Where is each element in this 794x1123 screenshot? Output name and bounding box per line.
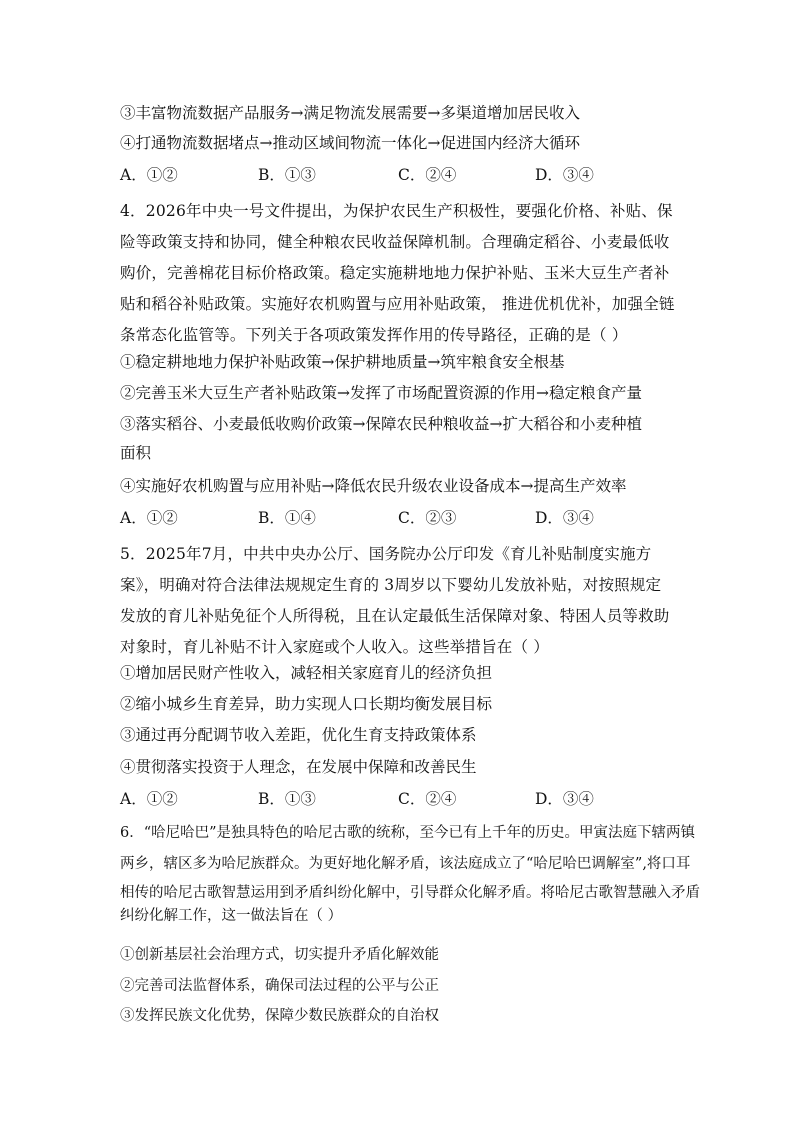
q4-item-4: ④实施好农机购置与应用补贴→降低农民升级农业设备成本→提高生产效率: [120, 477, 627, 495]
q4-stem-line-3: 购价，完善棉花目标价格政策。稳定实施耕地地力保护补贴、玉米大豆生产者补: [120, 264, 670, 282]
q6-stem-line-2: 两乡，辖区多为哈尼族群众。为更好地化解矛盾，该法庭成立了“哈尼哈巴调解室”,将口耳: [120, 856, 691, 872]
q5-stem-line-1: 5．2025年7月，中共中央办公厅、国务院办公厅印发《育儿补贴制度实施方: [120, 545, 652, 563]
q4-stem-line-4: 贴和稻谷补贴政策。实施好农机购置与应用补贴政策， 推进优机优补，加强全链: [120, 295, 675, 313]
q5-item-1: ①增加居民财产性收入，减轻相关家庭育儿的经济负担: [120, 664, 493, 682]
q5-option-c: C．②④: [398, 790, 457, 808]
q6-item-1: ①创新基层社会治理方式，切实提升矛盾化解效能: [120, 947, 439, 963]
q5-option-b: B．①③: [258, 790, 316, 808]
q5-stem-line-3: 发放的育儿补贴免征个人所得税，且在认定最低生活保障对象、特困人员等救助: [120, 607, 670, 625]
q3-option-b: B．①③: [258, 166, 316, 184]
q4-option-c: C．②③: [398, 509, 457, 527]
q4-stem-line-2: 险等政策支持和协同，健全种粮农民收益保障机制。合理确定稻谷、小麦最低收: [120, 233, 670, 251]
q4-item-2: ②完善玉米大豆生产者补贴政策→发挥了市场配置资源的作用→稳定粮食产量: [120, 384, 642, 402]
q6-stem-line-3: 相传的哈尼古歌智慧运用到矛盾纠纷化解中，引导群众化解矛盾。将哈尼古歌智慧融入矛盾: [120, 885, 700, 901]
q6-item-3: ③发挥民族文化优势，保障少数民族群众的自治权: [120, 1008, 439, 1024]
q5-item-2: ②缩小城乡生育差异，助力实现人口长期均衡发展目标: [120, 695, 493, 713]
q6-stem-line-1: 6．“哈尼哈巴”是独具特色的哈尼古歌的统称，至今已有上千年的历史。甲寅法庭下辖两镇: [120, 825, 696, 841]
q3-option-a: A．①②: [120, 166, 178, 184]
q4-stem-line-1: 4．2026年中央一号文件提出，为保护农民生产积极性，要强化价格、补贴、保: [120, 202, 673, 220]
q6-item-2: ②完善司法监督体系，确保司法过程的公平与公正: [120, 978, 439, 994]
q4-option-b: B．①④: [258, 509, 316, 527]
q4-item-1: ①稳定耕地地力保护补贴政策→保护耕地质量→筑牢粮食安全根基: [120, 353, 565, 371]
q5-stem-line-2: 案》，明确对符合法律法规规定生育的 3周岁以下婴幼儿发放补贴，对按照规定: [120, 576, 662, 594]
q4-option-d: D．③④: [535, 509, 594, 527]
q6-stem-line-4: 纠纷化解工作，这一做法旨在（ ）: [120, 908, 343, 924]
q5-item-4: ④贯彻落实投资于人理念，在发展中保障和改善民生: [120, 758, 477, 776]
q3-item-3: ③丰富物流数据产品服务→满足物流发展需要→多渠道增加居民收入: [120, 104, 580, 122]
q4-item-3: ③落实稻谷、小麦最低收购价政策→保障农民种粮收益→扩大稻谷和小麦种植: [120, 415, 642, 433]
q4-option-a: A．①②: [120, 509, 178, 527]
q5-item-3: ③通过再分配调节收入差距，优化生育支持政策体系: [120, 726, 477, 744]
q5-stem-line-4: 对象时，育儿补贴不计入家庭或个人收入。这些举措旨在（ ）: [120, 638, 550, 656]
q3-option-d: D．③④: [535, 166, 594, 184]
q4-item-3-cont: 面积: [120, 444, 152, 462]
q4-stem-line-5: 条常态化监管等。下列关于各项政策发挥作用的传导路径，正确的是（ ）: [120, 326, 628, 344]
q3-option-c: C．②④: [398, 166, 457, 184]
q5-option-d: D．③④: [535, 790, 594, 808]
q5-option-a: A．①②: [120, 790, 178, 808]
q3-item-4: ④打通物流数据堵点→推动区域间物流一体化→促进国内经济大循环: [120, 134, 580, 152]
